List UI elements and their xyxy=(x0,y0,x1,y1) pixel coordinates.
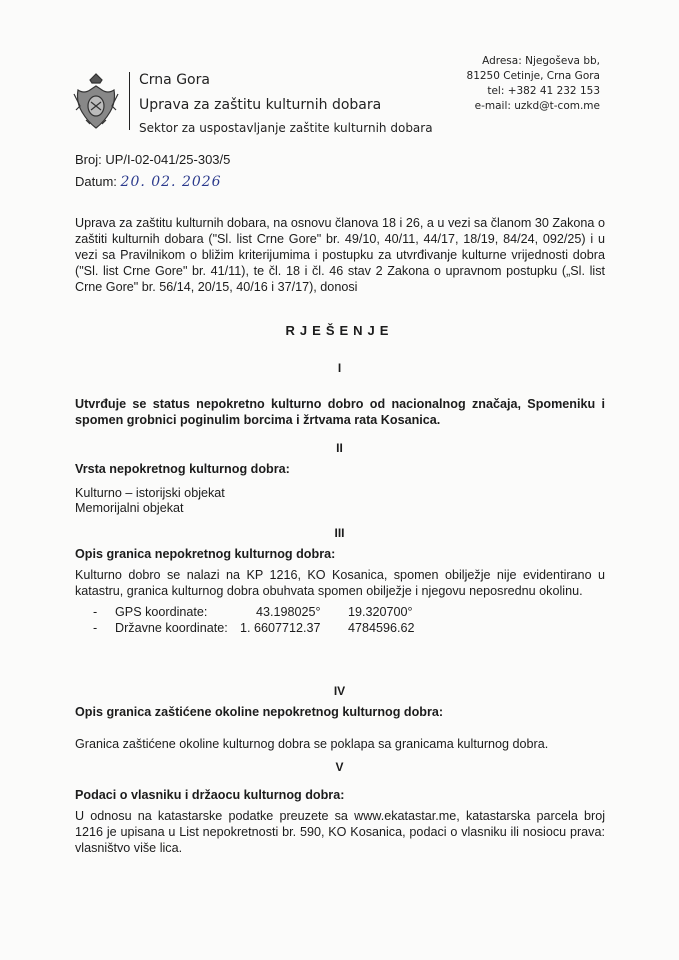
intro-paragraph: Uprava za zaštitu kulturnih dobara, na osnovu članova 18 i 26, a u vezi sa članom 30 Zakona o zaštiti kulturnih dobara ("Sl. list Crne Gore" br. 49/10, 40/11, 44/17, 18/19, 84/24, 092/25) i u vezi sa Pravilnikom o bližim kriterijumima i postupku za utvrđivanje kulturne vrijednosti dobra ("Sl. list Crne Gore" br. 41/11), te čl. 18 i čl. 46 stav 2 Zakona o upravnom postupku („Sl. list Crne Gore" br. 56/14, 20/15, 40/16 i 37/17), donosi xyxy=(75,216,605,294)
boundary-paragraph: Kulturno dobro se nalazi na KP 1216, KO Kosanica, spomen obilježje nije evidentirano u katastru, granica kulturnog dobra obuhvata spomen obilježje i njegovu neposrednu okolinu. xyxy=(75,568,605,598)
datum-label: Datum: xyxy=(75,174,117,189)
broj-label: Broj: xyxy=(75,152,102,167)
address-block xyxy=(467,54,600,114)
coordinate-value: 1. 6607712.37 xyxy=(240,621,321,635)
coordinate-label: Državne koordinate: xyxy=(115,621,228,635)
bullet: - xyxy=(93,621,98,635)
phone-line: tel: +382 41 232 153 xyxy=(487,85,600,97)
owner-paragraph: U odnosu na katastarske podatke preuzete sa www.ekatastar.me, katastarska parcela broj 1216 je upisana u List nepokretnosti br. 590, KO Kosanica, podaci o vlasniku ili nosiocu prava: vlasništvo više lica. xyxy=(75,809,605,855)
section-heading: Podaci o vlasniku i držaocu kulturnog dobra: xyxy=(75,788,345,802)
type-line: Kulturno – istorijski objekat xyxy=(75,486,225,500)
decision-paragraph: Utvrđuje se status nepokretno kulturno dobro od nacionalnog značaja, Spomeniku i spomen grobnici poginulim borcima i žrtvama rata Kosanica. xyxy=(75,397,605,427)
handwritten-date: 20. 02. 2026 xyxy=(120,174,222,190)
section-numeral: II xyxy=(336,441,343,455)
section-numeral: IV xyxy=(333,684,346,698)
section-numeral: I xyxy=(337,361,342,375)
address-line: 81250 Cetinje, Crna Gora xyxy=(466,70,600,82)
section-numeral: III xyxy=(334,526,345,540)
country-name: Crna Gora xyxy=(139,72,210,88)
sector-name: Sektor za uspostavljanje zaštite kulturnih dobara xyxy=(139,121,433,135)
section-heading: Vrsta nepokretnog kulturnog dobra: xyxy=(75,462,290,476)
section-numeral: V xyxy=(335,760,344,774)
coordinate-label: GPS koordinate: xyxy=(115,605,208,619)
document-title: RJEŠENJE xyxy=(285,323,394,338)
reference-number xyxy=(75,152,230,167)
address-line: Adresa: Njegoševa bb, xyxy=(482,55,600,67)
header-divider xyxy=(129,72,130,130)
type-line: Memorijalni objekat xyxy=(75,501,184,515)
section-heading: Opis granica nepokretnog kulturnog dobra: xyxy=(75,547,336,561)
coordinate-value: 43.198025° xyxy=(256,605,321,619)
section-heading: Opis granica zaštićene okoline nepokretnog kulturnog dobra: xyxy=(75,705,444,719)
bullet: - xyxy=(93,605,98,619)
coordinate-value: 19.320700° xyxy=(348,605,413,619)
broj-value: UP/I-02-041/25-303/5 xyxy=(105,152,231,167)
montenegro-coat-of-arms-icon xyxy=(72,72,120,132)
email-line[interactable]: e-mail: uzkd@t-com.me xyxy=(474,100,600,112)
reference-date xyxy=(75,174,222,190)
surroundings-paragraph: Granica zaštićene okoline kulturnog dobra se poklapa sa granicama kulturnog dobra. xyxy=(75,737,549,751)
coordinate-value: 4784596.62 xyxy=(348,621,415,635)
organization-name: Uprava za zaštitu kulturnih dobara xyxy=(139,97,382,113)
